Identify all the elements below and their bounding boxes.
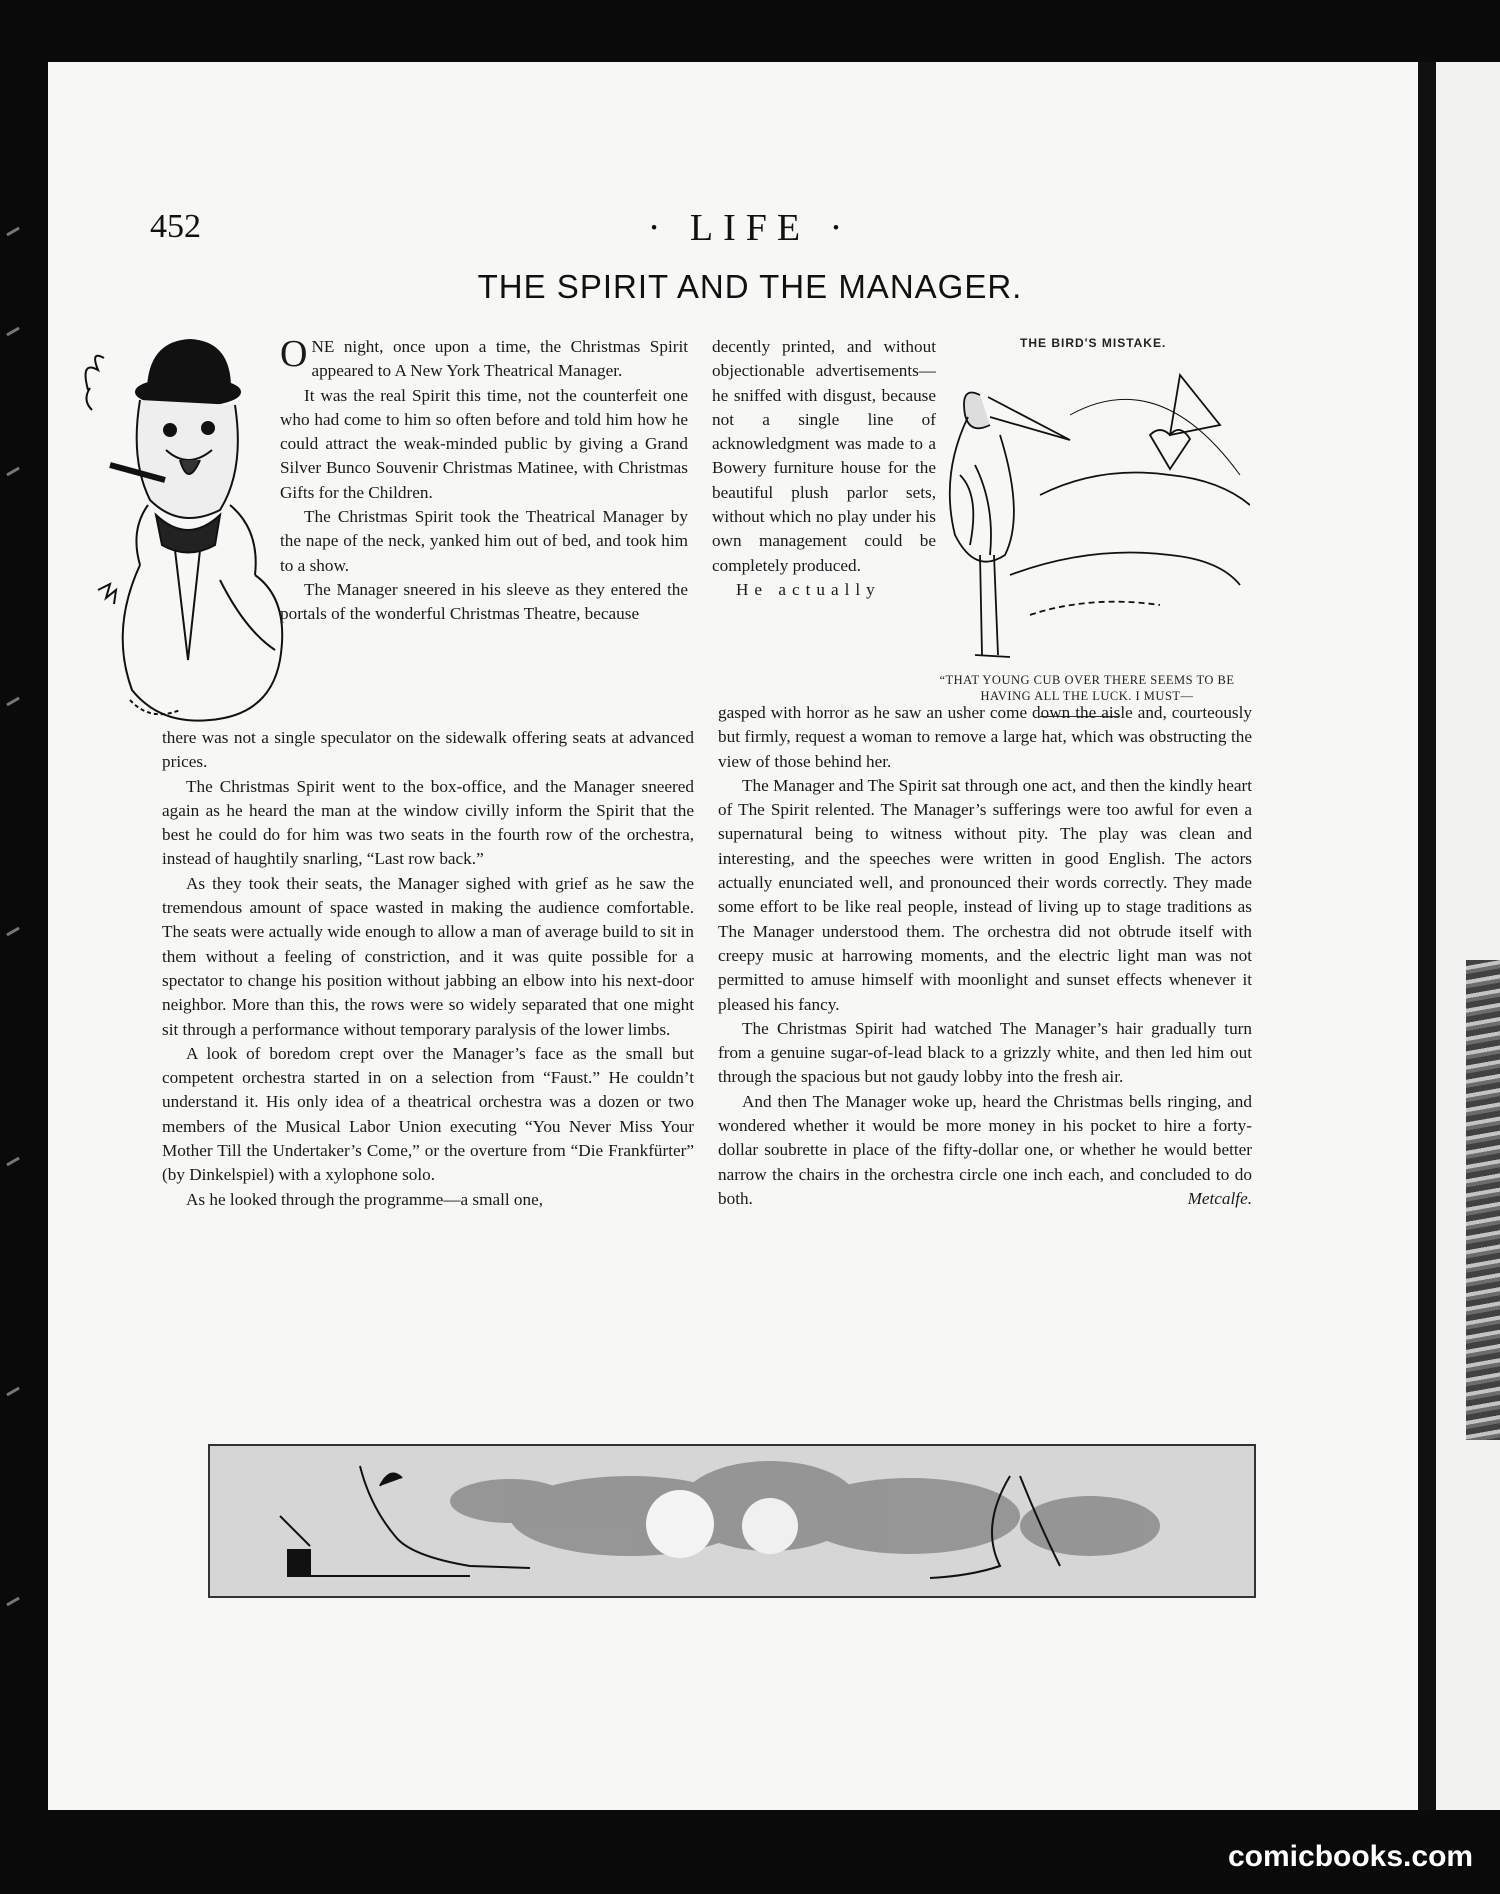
manager-caricature-illustration [70, 330, 300, 740]
article-paragraph-7: A look of boredom crept over the Manager’s face as the small but competent orchestra started in on a selection from “Faust.” He couldn’t understand it. His only idea of a theatrical orchestra was a dozen or two members of the Musical Labor Union executing “You Never Miss Your Mother Till the Undertaker’s Come,” or the overture from “Die Frankfürter” (by Dinkelspiel) with a xylophone solo. [162, 1043, 694, 1185]
article-column-1-top [280, 335, 688, 627]
article-paragraph-4-start: The Manager sneered in his sleeve as they entered the portals of the wonderful Christmas Theatre, because [280, 579, 688, 624]
facing-page-illustration [1466, 960, 1500, 1440]
cartoon-caption: “THAT YOUNG CUB OVER THERE SEEMS TO BE HAVING ALL THE LUCK. I MUST— [939, 673, 1235, 703]
article-paragraph-11: The Christmas Spirit had watched The Manager’s hair gradually turn from a genuine sugar-of-lead black to a grizzly white, and then led him out through the spacious but not gaudy lobby into the fresh air. [718, 1018, 1252, 1087]
bottom-banner-illustration [208, 1444, 1256, 1598]
article-column-1-main [162, 726, 694, 1212]
drop-cap: O [280, 333, 308, 375]
magazine-masthead: · LIFE · [647, 207, 853, 249]
article-paragraph-4-rest: there was not a single speculator on the sidewalk offering seats at advanced prices. [162, 728, 694, 772]
article-paragraph-8-rest: decently printed, and without objectionable advertisements—he sniffed with disgust, because not a single line of acknowledgment was made to a Bowery furniture house for the beautiful plush parlor sets, without which no play under his own management could be completely produced. [712, 337, 936, 575]
stork-cartoon-illustration [920, 355, 1250, 665]
author-signature: Metcalfe. [1187, 1188, 1252, 1208]
page-number: 452 [150, 208, 201, 245]
article-paragraph-9-rest: gasped with horror as he saw an usher come down the aisle and, courteously but firmly, request a woman to remove a large hat, which was obstructing the view of those behind her. [718, 703, 1252, 771]
article-paragraph-2: It was the real Spirit this time, not the counterfeit one who had come to him so often before and told him how he could attract the weak-minded public by giving a Grand Silver Bunco Souvenir Christmas Matinee, with Christmas Gifts for the Children. [280, 385, 688, 502]
article-paragraph-9-start: He actually [736, 579, 881, 599]
article-column-2-narrow [712, 335, 936, 602]
article-paragraph-5: The Christmas Spirit went to the box-office, and the Manager sneered again as he heard the man at the window civilly inform the Spirit that the best he could do for him was two seats in the fourth row of the orchestra, instead of haughtily snarling, “Last row back.” [162, 776, 694, 869]
article-paragraph-10: The Manager and The Spirit sat through one act, and then the kindly heart of The Spirit relented. The Manager’s sufferings were too awful for even a supernatural being to witness without pity. The play was clean and interesting, and the speeches were written in good English. The actors actually enunciated well, and pronounced their words correctly. They made some effort to be like real people, instead of living up to stage traditions as The Manager understood them. The orchestra did not obtrude itself with creepy music at harrowing moments, and the electric light man was not permitted to amuse himself with moonlight and sunset effects whenever it pleased his fancy. [718, 775, 1252, 1014]
article-paragraph-6: As they took their seats, the Manager sighed with grief as he saw the tremendous amount of space wasted in making the audience comfortable. The seats were actually wide enough to allow a man of average build to sit in them without a feeling of constriction, and it was quite possible for a spectator to change his position without jabbing an elbow into his next-door neighbor. More than this, the rows were so widely separated that one might sit through a performance without temporary paralysis of the lower limbs. [162, 873, 694, 1039]
article-paragraph-12: And then The Manager woke up, heard the Christmas bells ringing, and wondered whether it would be more money in his pocket to hire a forty-dollar soubrette in place of the fifty-dollar one, or whether he would better narrow the chairs in the orchestra circle one inch each, and concluded to do both. [718, 1091, 1252, 1208]
site-watermark: comicbooks.com [1228, 1840, 1474, 1873]
article-paragraph-1: NE night, once upon a time, the Christmas Spirit appeared to A New York Theatrical Manager. [311, 337, 688, 381]
facing-page-edge [1436, 62, 1500, 1810]
article-paragraph-8-start: As he looked through the programme—a small one, [186, 1189, 544, 1209]
cartoon-title: THE BIRD'S MISTAKE. [1020, 336, 1167, 350]
article-headline: THE SPIRIT AND THE MANAGER. [477, 268, 1023, 305]
article-paragraph-3: The Christmas Spirit took the Theatrical Manager by the nape of the neck, yanked him out of bed, and took him to a show. [280, 507, 688, 575]
article-column-2-main [718, 701, 1252, 1211]
page-gutter [1418, 62, 1436, 1810]
